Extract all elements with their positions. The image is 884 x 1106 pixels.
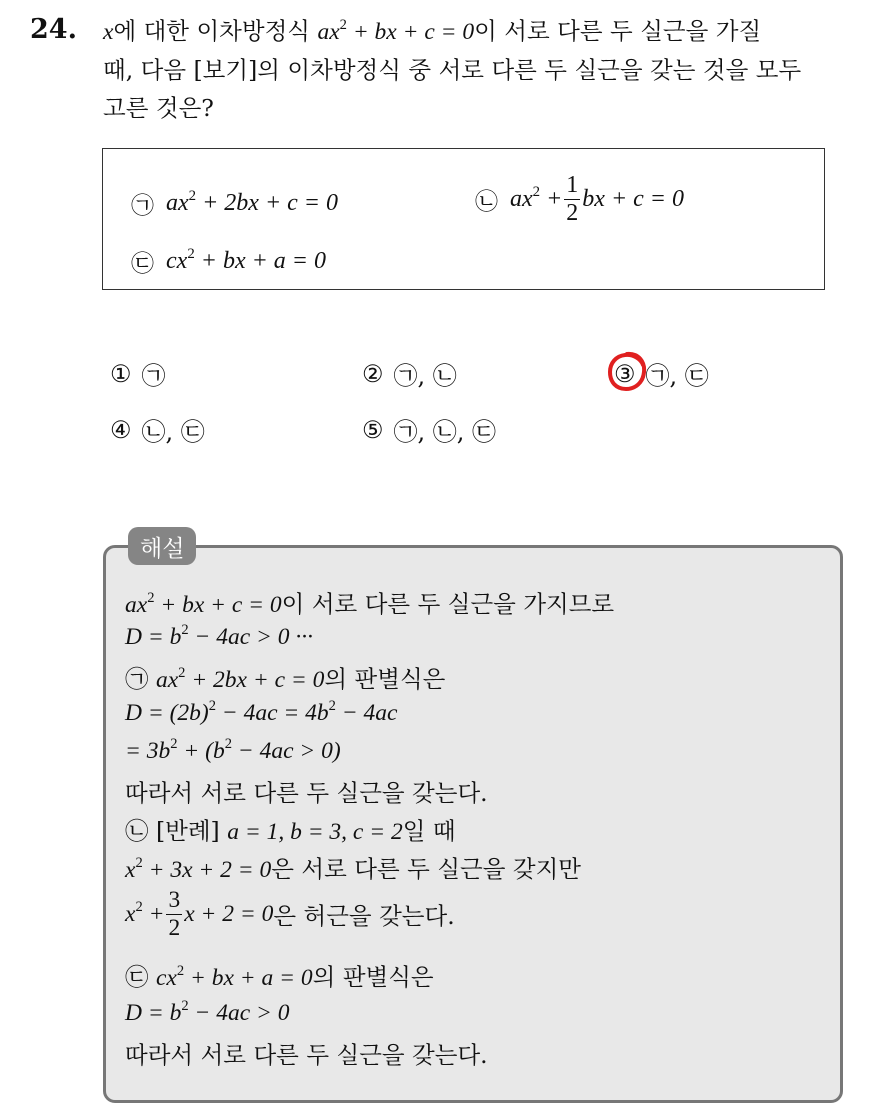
choice-number: ② <box>362 359 384 388</box>
solution-line-8: $x^2 + 3x + 2 = 0$은 서로 다른 두 실근을 갖지만 <box>125 855 581 883</box>
intro-text: 에 대한 이차방정식 <box>113 17 310 45</box>
choice-number: ① <box>110 359 132 388</box>
solution-line-2: $D = b^2 - 4ac > 0$ ··· <box>125 622 314 650</box>
choice-2[interactable] <box>362 356 457 391</box>
choice-1[interactable] <box>110 356 166 391</box>
label-giyeok-icon: ㉠ <box>125 665 149 693</box>
solution-line-12: 따라서 서로 다른 두 실근을 갖는다. <box>125 1041 488 1069</box>
bogi-b-equation: $ax^2$ + <box>510 184 563 213</box>
fraction-one-half: $\frac{1}{2}$ <box>566 172 579 227</box>
question-line-3: 고른 것은? <box>103 94 214 122</box>
bogi-c-equation: $cx^2$ + bx + a = 0 <box>166 246 326 274</box>
choice-3[interactable] <box>614 356 709 391</box>
choice-4[interactable] <box>110 412 205 447</box>
choice-text: ㉠, ㉢ <box>645 362 709 390</box>
equation-head: $ax^2$ + bx + c = 0 <box>317 17 475 45</box>
solution-line-3: ㉠ $ax^2 + 2bx + c = 0$의 판별식은 <box>125 665 446 693</box>
solution-line-11: $D = b^2 - 4ac > 0$ <box>125 998 290 1026</box>
choice-number: ⑤ <box>362 415 384 444</box>
label-digeut-icon: ㉢ <box>131 251 154 277</box>
red-circle-mark-icon <box>606 350 648 394</box>
label-nieun-icon: ㉡ <box>475 189 498 216</box>
question-number: 24. <box>30 14 77 45</box>
after-equation-text: 이 서로 다른 두 실근을 가질 <box>474 17 762 45</box>
choice-text: ㉡, ㉢ <box>141 418 205 446</box>
bogi-item-c <box>131 245 326 278</box>
bogi-a-equation: $ax^2 + 2bx + c = 0$ <box>166 188 338 216</box>
label-nieun-icon: ㉡ <box>125 817 149 845</box>
bogi-b-equation-tail: bx + c = 0 <box>582 186 684 213</box>
choice-text: ㉠, ㉡ <box>393 362 457 390</box>
label-giyeok-icon: ㉠ <box>131 193 154 219</box>
solution-line-6: 따라서 서로 다른 두 실근을 갖는다. <box>125 779 488 807</box>
fraction-three-halves: $\frac{3}{2}$ <box>168 887 181 941</box>
label-digeut-icon: ㉢ <box>125 963 149 991</box>
solution-line-9: $x^2$ + $\frac{3}{2}$ x + 2 = 0 은 허근을 갖는다. <box>125 887 455 941</box>
solution-line-4: $D = (2b)^2 - 4ac = 4b^2 - 4ac$ <box>125 698 398 726</box>
question-line-2: 때, 다음 [보기]의 이차방정식 중 서로 다른 두 실근을 갖는 것을 모두 <box>103 56 802 84</box>
choice-number-marked: ③ <box>614 360 636 388</box>
bogi-item-b <box>475 173 684 226</box>
var-x: x <box>103 19 114 45</box>
solution-line-1: $ax^2$ + bx + c = 0이 서로 다른 두 실근을 가지므로 <box>125 590 615 618</box>
solution-line-10: ㉢ $cx^2$ + bx + a = 0의 판별식은 <box>125 963 434 991</box>
choice-text: ㉠, ㉡, ㉢ <box>393 418 497 446</box>
bogi-item-a <box>131 187 338 220</box>
choice-5[interactable] <box>362 412 496 447</box>
bogi-box <box>102 148 825 290</box>
choice-number: ④ <box>110 415 132 444</box>
solution-line-7: ㉡ [반례] a = 1, b = 3, c = 2일 때 <box>125 817 456 845</box>
choice-text: ㉠ <box>141 362 166 390</box>
solution-tag: 해설 <box>128 527 196 565</box>
question-text <box>103 12 873 127</box>
solution-line-5: = $3b^2 + (b^2 - 4ac > 0)$ <box>125 736 341 764</box>
